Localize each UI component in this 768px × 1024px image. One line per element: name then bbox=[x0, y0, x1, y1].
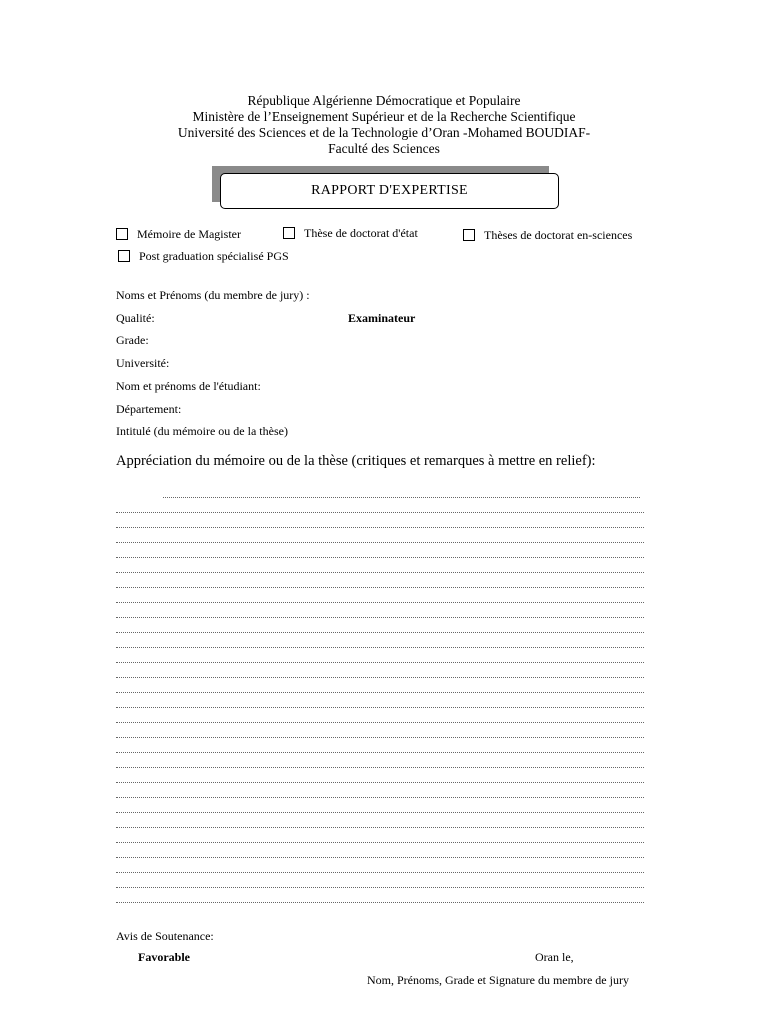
header-line-republic: République Algérienne Démocratique et Populaire bbox=[247, 93, 521, 108]
dotted-line bbox=[116, 527, 644, 528]
institution-header bbox=[0, 93, 768, 157]
checkbox-pgs[interactable] bbox=[118, 249, 289, 263]
avis-favorable: Favorable bbox=[138, 950, 190, 964]
field-universite: Université: bbox=[116, 356, 170, 370]
dotted-line bbox=[116, 662, 644, 663]
field-etudiant: Nom et prénoms de l'étudiant: bbox=[116, 379, 261, 393]
field-qualite-value: Examinateur bbox=[348, 311, 416, 325]
checkbox-square-icon[interactable] bbox=[118, 250, 130, 262]
checkbox-magister-label: Mémoire de Magister bbox=[137, 227, 241, 241]
dotted-line bbox=[116, 677, 644, 678]
dotted-line bbox=[116, 617, 644, 618]
dotted-line bbox=[116, 707, 644, 708]
checkbox-square-icon[interactable] bbox=[463, 229, 475, 241]
header-line-faculty: Faculté des Sciences bbox=[328, 141, 440, 156]
dotted-line bbox=[116, 782, 644, 783]
dotted-line bbox=[116, 587, 644, 588]
field-qualite: Qualité: bbox=[116, 311, 155, 325]
place-date-label: Oran le, bbox=[535, 950, 574, 964]
dotted-line bbox=[116, 752, 644, 753]
dotted-line bbox=[116, 572, 644, 573]
avis-soutenance-label: Avis de Soutenance: bbox=[116, 929, 214, 943]
checkbox-these-etat-label: Thèse de doctorat d'état bbox=[304, 226, 418, 240]
dotted-line bbox=[116, 602, 644, 603]
field-intitule: Intitulé (du mémoire ou de la thèse) bbox=[116, 424, 288, 438]
field-departement: Département: bbox=[116, 402, 182, 416]
page-title: RAPPORT D'EXPERTISE bbox=[220, 173, 559, 209]
dotted-line bbox=[116, 812, 644, 813]
dotted-line bbox=[116, 827, 644, 828]
checkbox-theses-sciences-label: Thèses de doctorat en-sciences bbox=[484, 228, 633, 242]
header-line-ministry: Ministère de l’Enseignement Supérieur et de la Recherche Scientifique bbox=[192, 109, 576, 124]
dotted-line bbox=[116, 542, 644, 543]
dotted-line bbox=[116, 857, 644, 858]
dotted-line bbox=[116, 887, 644, 888]
checkbox-pgs-label: Post graduation spécialisé PGS bbox=[139, 249, 289, 263]
checkbox-theses-sciences[interactable] bbox=[463, 228, 632, 242]
dotted-line bbox=[116, 512, 644, 513]
dotted-line bbox=[116, 722, 644, 723]
signature-label: Nom, Prénoms, Grade et Signature du membre de jury bbox=[367, 973, 629, 987]
checkbox-these-etat[interactable] bbox=[283, 226, 418, 240]
dotted-line bbox=[116, 737, 644, 738]
checkbox-magister[interactable] bbox=[116, 227, 241, 241]
header-line-university: Université des Sciences et de la Technologie d’Oran -Mohamed BOUDIAF- bbox=[177, 125, 591, 140]
dotted-line bbox=[116, 767, 644, 768]
dotted-line bbox=[116, 632, 644, 633]
dotted-line bbox=[116, 797, 644, 798]
dotted-line bbox=[116, 647, 644, 648]
dotted-line bbox=[116, 557, 644, 558]
checkbox-square-icon[interactable] bbox=[283, 227, 295, 239]
dotted-line bbox=[116, 902, 644, 903]
field-grade: Grade: bbox=[116, 333, 149, 347]
field-noms: Noms et Prénoms (du membre de jury) : bbox=[116, 288, 310, 302]
dotted-line bbox=[116, 842, 644, 843]
dotted-line bbox=[116, 872, 644, 873]
dotted-line bbox=[163, 497, 640, 498]
checkbox-square-icon[interactable] bbox=[116, 228, 128, 240]
appreciation-heading: Appréciation du mémoire ou de la thèse (critiques et remarques à mettre en relief): bbox=[116, 453, 596, 469]
dotted-line bbox=[116, 692, 644, 693]
